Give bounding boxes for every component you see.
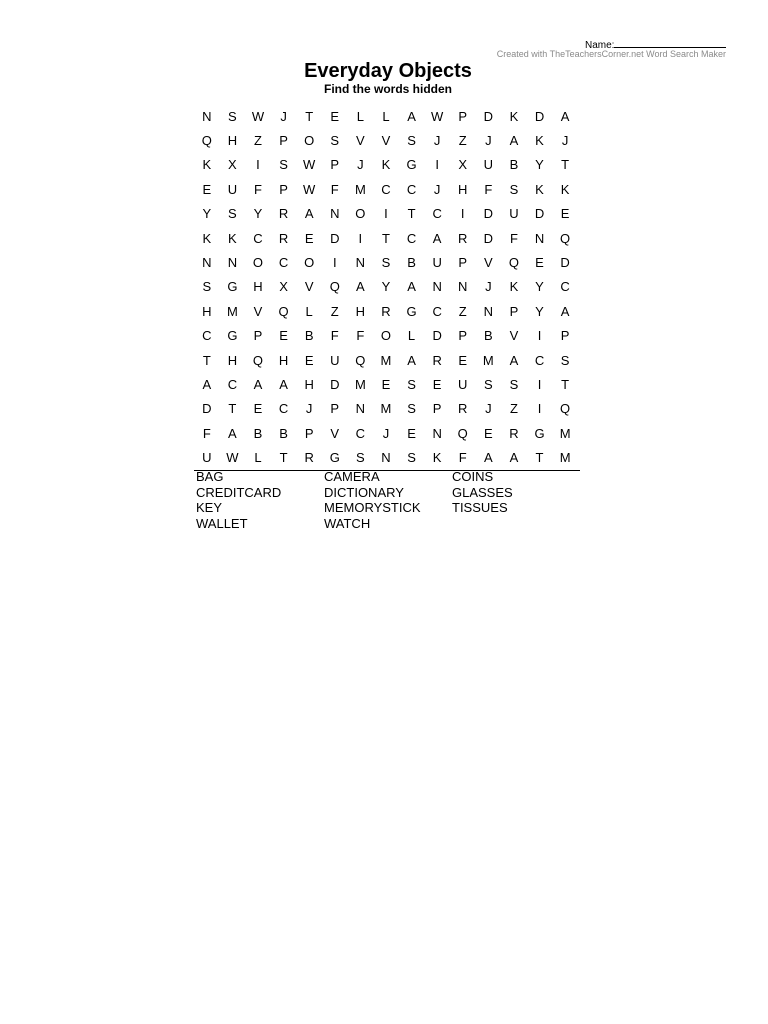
grid-letter: S (279, 157, 288, 173)
grid-letter: C (202, 328, 212, 344)
grid-letter: O (355, 206, 366, 222)
grid-letter: I (332, 255, 337, 271)
grid-letter: E (253, 401, 263, 417)
grid-letter: M (559, 425, 571, 441)
grid-letter: N (227, 255, 238, 271)
word-list-item: WATCH (324, 516, 371, 532)
grid-letter: V (509, 328, 519, 344)
credit-text: Created with TheTeachersCorner.net Word Search Maker (496, 49, 726, 59)
grid-letter: A (253, 376, 263, 392)
grid-letter: N (432, 279, 442, 295)
grid-letter: X (458, 157, 468, 173)
grid-letter: P (330, 157, 340, 173)
grid-letter: I (435, 157, 439, 173)
grid-letter: L (356, 108, 364, 124)
grid-letter: S (407, 376, 416, 392)
grid-letter: E (330, 108, 340, 124)
grid-letter: V (304, 279, 314, 295)
word-list-item: BAG (196, 469, 224, 484)
grid-letter: W (251, 108, 265, 124)
grid-letter: J (485, 401, 492, 417)
grid-letter: U (458, 376, 468, 392)
grid-letter: A (483, 450, 493, 466)
grid-letter: C (406, 230, 417, 246)
grid-row (194, 153, 580, 177)
grid-letter: K (432, 450, 442, 466)
grid-letter: F (202, 425, 211, 441)
grid-letter: C (355, 425, 366, 441)
grid-letter: B (253, 425, 263, 441)
grid-letter: P (509, 303, 519, 319)
grid-letter: I (358, 230, 363, 246)
grid-row (194, 128, 580, 152)
grid-letter: H (227, 133, 238, 149)
grid-letter: A (228, 425, 237, 441)
grid-letter: P (560, 328, 570, 344)
grid-letter: F (356, 328, 365, 344)
grid-letter: K (202, 157, 212, 173)
grid-letter: Q (355, 352, 366, 368)
grid-letter: T (305, 108, 314, 124)
grid-letter: D (483, 206, 494, 222)
grid-letter: N (483, 303, 494, 319)
grid-letter: F (484, 181, 493, 197)
grid-letter: A (407, 352, 416, 368)
grid-letter: E (381, 376, 391, 392)
grid-letter: A (509, 450, 519, 466)
grid-letter: I (384, 206, 388, 222)
word-list-item: GLASSES (452, 484, 513, 500)
grid-letter: S (407, 133, 416, 149)
grid-letter: C (278, 401, 289, 417)
grid-letter: D (202, 401, 212, 417)
grid-row (194, 421, 580, 445)
grid-letter: J (433, 181, 441, 197)
grid-letter: A (407, 279, 416, 295)
grid-letter: G (406, 303, 417, 319)
grid-letter: P (279, 133, 288, 149)
grid-letter: G (227, 279, 238, 295)
grid-letter: Q (457, 425, 468, 441)
grid-letter: C (432, 206, 442, 222)
grid-letter: W (303, 157, 316, 173)
grid-letter: A (304, 206, 314, 222)
grid-letter: J (280, 108, 287, 124)
grid-letter: X (279, 279, 288, 295)
grid-letter: J (561, 133, 569, 149)
grid-letter: V (330, 425, 340, 441)
grid-letter: K (509, 108, 519, 124)
grid-row (194, 445, 580, 469)
grid-row (194, 372, 580, 396)
grid-row (194, 250, 580, 274)
grid-letter: E (407, 425, 416, 441)
grid-letter: F (330, 181, 339, 197)
grid-letter: Y (535, 279, 544, 295)
grid-letter: E (483, 425, 493, 441)
grid-letter: P (458, 108, 468, 124)
grid-letter: E (304, 230, 314, 246)
grid-letter: E (202, 181, 212, 197)
grid-letter: P (458, 255, 468, 271)
grid-letter: O (304, 133, 315, 149)
grid-letter: U (432, 255, 442, 271)
grid-letter: N (202, 255, 212, 271)
grid-letter: A (560, 303, 570, 319)
grid-row (194, 104, 580, 128)
grid-letter: G (227, 328, 238, 344)
grid-letter: Q (560, 401, 571, 417)
grid-letter: A (432, 230, 442, 246)
grid-letter: G (329, 450, 340, 466)
grid-letter: B (407, 255, 416, 271)
grid-letter: U (227, 181, 238, 197)
grid-letter: S (509, 181, 519, 197)
grid-row (194, 397, 580, 421)
grid-row (194, 299, 580, 323)
page-title: Everyday Objects (304, 60, 472, 82)
grid-letter: X (228, 157, 237, 173)
word-list-item: KEY (196, 500, 223, 516)
grid-letter: D (330, 230, 340, 246)
grid-letter: O (380, 328, 392, 344)
grid-letter: M (559, 450, 571, 466)
grid-letter: D (534, 108, 545, 124)
name-blank-line (614, 38, 726, 48)
grid-letter: K (509, 279, 519, 295)
grid-letter: I (537, 401, 542, 417)
grid-letter: T (202, 352, 211, 368)
grid-letter: P (330, 401, 340, 417)
grid-letter: K (535, 133, 544, 149)
grid-letter: Z (330, 303, 339, 319)
grid-letter: D (483, 108, 494, 124)
grid-letter: M (380, 401, 392, 417)
grid-letter: Q (278, 303, 289, 319)
grid-letter: R (458, 230, 468, 246)
grid-letter: E (432, 376, 442, 392)
grid-letter: J (485, 279, 492, 295)
grid-letter: A (560, 108, 570, 124)
grid-letter: M (380, 352, 392, 368)
grid-letter: K (560, 181, 570, 197)
grid-letter: S (330, 133, 340, 149)
word-list-item: COINS (452, 469, 494, 484)
grid-letter: M (226, 303, 238, 319)
grid-letter: M (354, 376, 366, 392)
grid-letter: A (407, 108, 416, 124)
grid-letter: W (226, 450, 239, 466)
grid-letter: K (228, 230, 237, 246)
grid-letter: N (458, 279, 468, 295)
grid-letter: B (483, 328, 493, 344)
grid-letter: H (202, 303, 212, 319)
grid-letter: J (433, 133, 441, 149)
grid-letter: N (355, 255, 366, 271)
grid-letter: R (432, 352, 442, 368)
grid-letter: E (279, 328, 288, 344)
grid-letter: I (460, 206, 465, 222)
grid-letter: B (304, 328, 314, 344)
grid-letter: E (560, 206, 570, 222)
grid-letter: T (561, 157, 570, 173)
grid-letter: T (535, 450, 544, 466)
grid-letter: U (202, 450, 212, 466)
grid-letter: Y (381, 279, 391, 295)
grid-letter: Q (329, 279, 340, 295)
grid-letter: L (407, 328, 416, 344)
grid-letter: H (278, 352, 289, 368)
word-list-item: WALLET (196, 516, 248, 532)
grid-letter: G (406, 157, 417, 173)
grid-row (194, 348, 580, 372)
grid-letter: H (355, 303, 366, 319)
grid-letter: V (483, 255, 493, 271)
grid-letter: S (228, 108, 237, 124)
word-list-item: CREDITCARD (196, 484, 282, 500)
grid-letter: Y (202, 206, 212, 222)
grid-letter: S (407, 450, 416, 466)
grid-letter: D (330, 376, 340, 392)
grid-letter: C (381, 181, 391, 197)
grid-letter: Z (509, 401, 518, 417)
grid-letter: P (432, 401, 442, 417)
grid-letter: S (560, 352, 570, 368)
grid-letter: U (330, 352, 340, 368)
grid-letter: R (278, 206, 289, 222)
grid-letter: I (256, 157, 260, 173)
grid-letter: N (381, 450, 391, 466)
grid-letter: V (356, 133, 365, 149)
grid-letter: E (304, 352, 314, 368)
grid-letter: D (560, 255, 570, 271)
grid-letter: W (303, 181, 316, 197)
grid-letter: L (382, 108, 390, 124)
grid-letter: I (537, 376, 542, 392)
grid-letter: Y (535, 303, 544, 319)
grid-letter: F (509, 230, 518, 246)
grid-letter: Q (560, 230, 571, 246)
grid-letter: S (202, 279, 212, 295)
grid-letter: P (458, 328, 468, 344)
grid-letter: S (509, 376, 519, 392)
grid-letter: Y (535, 157, 544, 173)
grid-letter: S (228, 206, 237, 222)
grid-letter: F (330, 328, 339, 344)
grid-letter: H (304, 376, 314, 392)
grid-letter: L (254, 450, 262, 466)
word-list (196, 469, 586, 532)
grid-letter: T (407, 206, 416, 222)
grid-letter: C (278, 255, 289, 271)
grid-letter: R (458, 401, 468, 417)
word-list-item: TISSUES (452, 500, 508, 516)
grid-letter: D (534, 206, 545, 222)
grid-letter: P (304, 425, 314, 441)
grid-letter: K (202, 230, 212, 246)
grid-letter: R (381, 303, 391, 319)
grid-letter: T (228, 401, 237, 417)
grid-letter: Q (201, 133, 212, 149)
grid-letter: Q (508, 255, 519, 271)
grid-letter: N (355, 401, 366, 417)
grid-letter: A (202, 376, 212, 392)
grid-letter: T (381, 230, 390, 246)
grid-letter: I (537, 328, 542, 344)
word-list-item: MEMORYSTICK (324, 500, 421, 516)
grid-letter: F (254, 181, 262, 197)
grid-letter: E (458, 352, 468, 368)
grid-letter: A (279, 376, 288, 392)
grid-letter: J (357, 157, 364, 173)
grid-letter: V (253, 303, 263, 319)
name-label: Name: (585, 40, 615, 51)
grid-letter: S (407, 401, 416, 417)
grid-letter: C (227, 376, 238, 392)
grid-letter: S (483, 376, 493, 392)
grid-letter: R (509, 425, 519, 441)
grid-letter: R (278, 230, 289, 246)
grid-letter: C (253, 230, 263, 246)
grid-letter: Z (458, 133, 467, 149)
grid-letter: D (432, 328, 442, 344)
grid-letter: N (432, 425, 442, 441)
grid-letter: K (381, 157, 391, 173)
grid-letter: H (253, 279, 263, 295)
grid-letter: Z (254, 133, 262, 149)
grid-letter: N (534, 230, 545, 246)
grid-letter: L (305, 303, 313, 319)
grid-letter: B (509, 157, 519, 173)
grid-letter: D (483, 230, 494, 246)
grid-letter: C (534, 352, 545, 368)
grid-letter: G (534, 425, 545, 441)
word-list-item: CAMERA (324, 469, 380, 484)
grid-letter: P (279, 181, 288, 197)
grid-letter: A (509, 133, 519, 149)
grid-letter: E (535, 255, 544, 271)
grid-letter: C (406, 181, 417, 197)
grid-letter: J (485, 133, 492, 149)
grid-row (194, 226, 580, 250)
grid-letter: M (482, 352, 494, 368)
grid-letter: O (252, 255, 264, 271)
page-subtitle: Find the words hidden (324, 82, 452, 96)
grid-row (194, 275, 580, 299)
grid-letter: U (509, 206, 519, 222)
grid-letter: H (227, 352, 238, 368)
grid-letter: C (560, 279, 570, 295)
grid-letter: K (535, 181, 544, 197)
grid-row (194, 324, 580, 348)
grid-letter: R (304, 450, 314, 466)
grid-letter: O (304, 255, 315, 271)
grid-letter: Y (253, 206, 263, 222)
grid-letter: C (432, 303, 442, 319)
grid-letter: Q (252, 352, 264, 368)
grid-letter: A (356, 279, 365, 295)
grid-row (194, 202, 580, 226)
grid-letter: Z (458, 303, 467, 319)
grid-letter: P (253, 328, 263, 344)
word-list-item: DICTIONARY (324, 484, 404, 500)
grid-letter: T (561, 376, 570, 392)
grid-letter: B (279, 425, 288, 441)
grid-letter: S (381, 255, 391, 271)
grid-row (194, 177, 580, 201)
grid-letter: J (305, 401, 313, 417)
grid-letter: S (356, 450, 365, 466)
grid-letter: V (381, 133, 391, 149)
grid-letter: N (202, 108, 212, 124)
grid-letter: M (354, 181, 366, 197)
word-search-grid (194, 104, 580, 471)
grid-letter: W (431, 108, 444, 124)
grid-letter: J (382, 425, 390, 441)
grid-letter: T (279, 450, 288, 466)
grid-letter: A (509, 352, 519, 368)
grid-letter: U (483, 157, 494, 173)
grid-letter: H (458, 181, 468, 197)
grid-letter: N (330, 206, 340, 222)
grid-letter: F (458, 450, 467, 466)
